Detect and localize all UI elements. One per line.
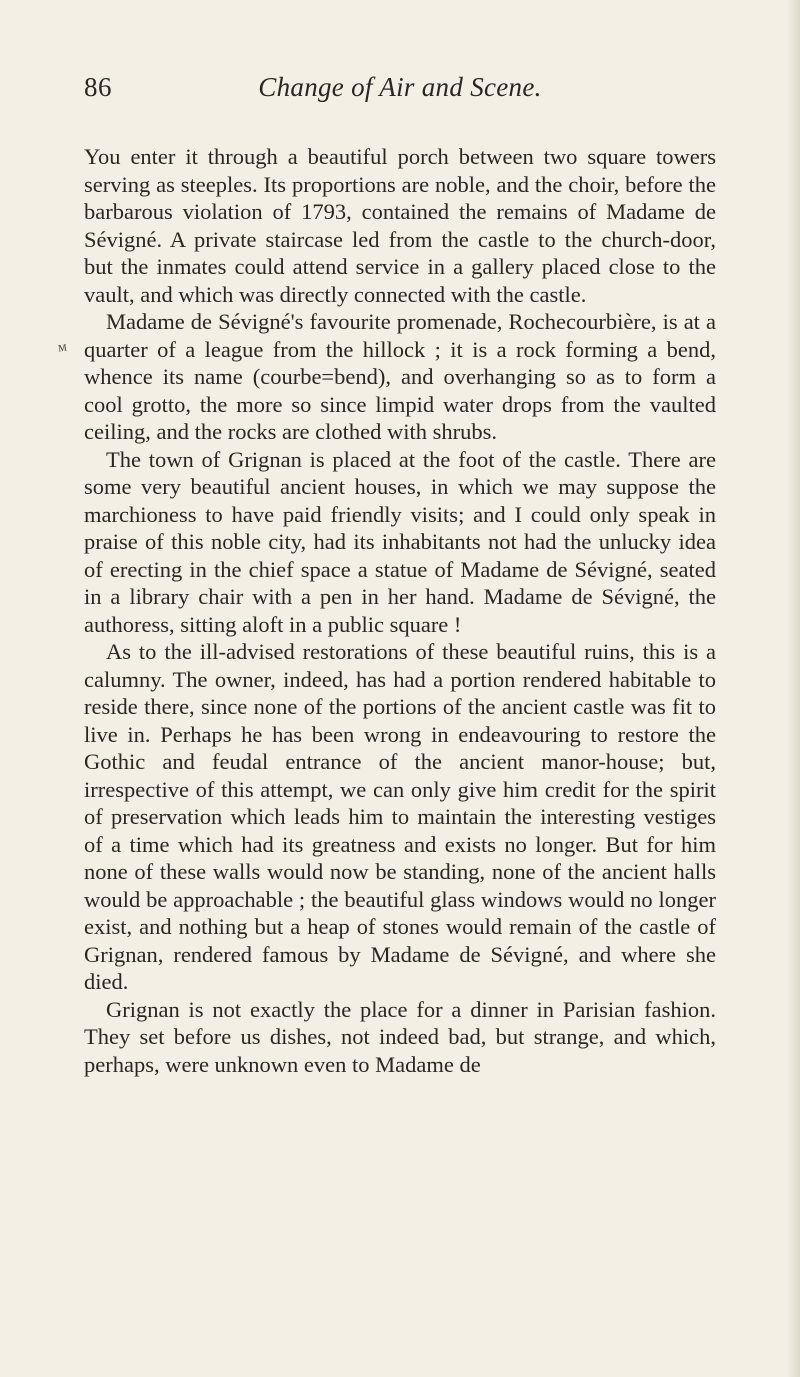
margin-mark: ᴍ bbox=[56, 339, 68, 356]
page-number: 86 bbox=[84, 72, 112, 102]
paragraph-promenade: Madame de Sévigné's favourite promenade, Rochecourbière, is at a quarter of a league from the hillock ; it is a rock forming a bend, whence its name (courbe=bend), and overhanging so as to form a cool grotto, the more so since limpid water drops from the vaulted ceiling, and the rocks are clothed with shrubs. bbox=[84, 309, 716, 444]
page-edge-shadow bbox=[786, 0, 800, 1377]
paragraph-town: The town of Grignan is placed at the foot of the castle. There are some very beautiful ancient houses, in which we may suppose the marchioness to have paid friendly visits; and I could only speak in praise of this noble city, had its inhabitants not had the unlucky idea of erecting in the chief space a statue of Madame de Sévigné, seated in a library chair with a pen in her hand. Madame de Sévigné, the authoress, sitting aloft in a public square ! bbox=[84, 446, 716, 637]
paragraph-porch: You enter it through a beautiful porch between two square towers serving as steeples. Its proportions are noble, and the choir, before the barbarous violation of 1793, contained the remains of Madame de Sévigné. A private staircase led from the castle to the church-door, but the inmates could attend service in a gallery placed close to the vault, and which was directly connected with the castle. bbox=[84, 144, 716, 307]
running-title: Change of Air and Scene. bbox=[258, 72, 542, 102]
paragraph-dinner: Grignan is not exactly the place for a dinner in Parisian fashion. They set before us dishes, not indeed bad, but strange, and which, perhaps, were unknown even to Madame de bbox=[84, 996, 716, 1077]
page-header bbox=[84, 72, 716, 112]
paragraph-restorations: As to the ill-advised restorations of these beautiful ruins, this is a calumny. The owner, indeed, has had a portion rendered habitable to reside there, since none of the portions of the ancient castle was fit to live in. Perhaps he has been wrong in endeavouring to restore the Gothic and feudal entrance of the ancient manor-house; but, irrespective of this attempt, we can only give him credit for the spirit of preservation which leads him to maintain the interesting vestiges of a time which had its greatness and exists no longer. But for him none of these walls would now be standing, none of the ancient halls would be approachable ; the beautiful glass windows would no longer exist, and nothing but a heap of stones would remain of the castle of Grignan, rendered famous by Madame de Sévigné, and where she died. bbox=[84, 639, 716, 994]
body-text bbox=[84, 143, 716, 1078]
